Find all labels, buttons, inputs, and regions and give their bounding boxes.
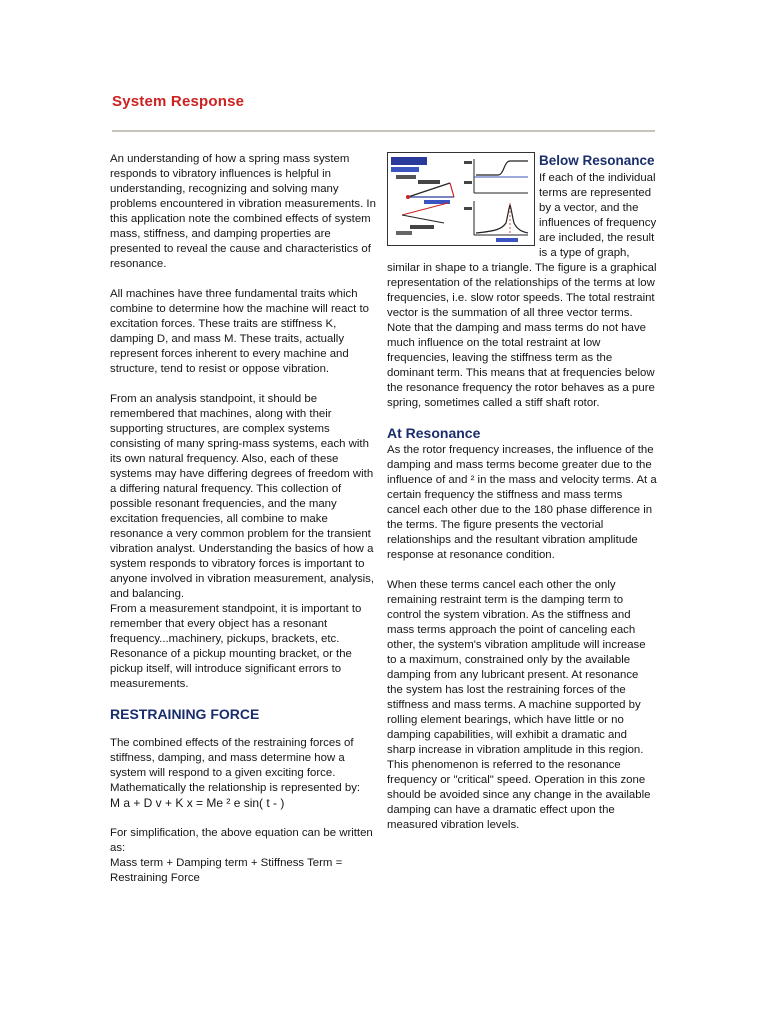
simplification-paragraph: For simplification, the above equation can be written as: — [110, 827, 373, 854]
right-column — [387, 152, 657, 848]
figure-label-block — [496, 238, 518, 242]
figure-label-block — [410, 225, 434, 229]
left-column — [110, 152, 382, 901]
restraining-force-heading: RESTRAINING FORCE — [110, 706, 260, 722]
vector-line — [402, 203, 448, 215]
measurement-paragraph: From a measurement standpoint, it is important to remember that every object has a resonant frequency...machinery, pickups, brackets, etc. Resonance of a pickup mounting bracket, or the pickup itself, will introduce significant errors to measurements. — [110, 603, 362, 690]
analysis-paragraph: From an analysis standpoint, it should be remembered that machines, along with their supporting structures, are complex systems consisting of many spring-mass systems, each with its own natural frequency. Also, each of these systems may have differing degrees of freedom with a differing natural frequency. This collection of possible resonant frequencies, and the many excitation frequencies, all combine to make resonance a very common problem for the transient vibration analyst. Understanding the basics of how a system responds to vibratory forces is important to anyone involved in vibration measurement, analysis, and balancing. — [110, 393, 375, 600]
restraining-paragraph: The combined effects of the restraining forces of stiffness, damping, and mass determine how a system will respond to a given exciting force. Mathematically the relationship is represented by: — [110, 737, 361, 794]
vector-response-diagram — [388, 153, 534, 245]
intro-paragraph: An understanding of how a spring mass system responds to vibratory influences is helpful in understanding, recognizing and solving many problems encountered in vibration measurements. In this application note the combined effects of system mass, stiffness, and damping properties are presented to reveal the cause and characteristics of resonance. — [110, 153, 376, 270]
amplitude-curve — [476, 205, 528, 233]
at-resonance-heading: At Resonance — [387, 425, 481, 441]
below-resonance-paragraph: If each of the individual terms are represented by a vector, and the influences of frequency are included, the result is a type of graph, similar in shape to a triangle. The figure is a graphical representation of the relationships of the terms at low frequencies, i.e. slow rotor speeds. The total restraint vector is the summation of all three vector terms. Note that the damping and mass terms do not have much influence on the total restraint at low frequencies, leaving the stiffness term as the dominant term. This means that at frequencies below the resonance frequency the rotor behaves as a pure spring, sometimes called a stiff shaft rotor. — [387, 172, 657, 409]
equation: M a + D v + K x = Me ² e sin( t - ) — [110, 796, 285, 810]
vector-origin — [406, 195, 410, 199]
vector-line — [408, 183, 450, 197]
vector-line — [402, 215, 444, 223]
page-title: System Response — [112, 93, 245, 110]
figure-label-block — [464, 207, 472, 210]
resonance-figure — [387, 152, 535, 246]
figure-label-block — [391, 157, 427, 165]
phase-curve — [476, 161, 528, 175]
at-resonance-paragraph: As the rotor frequency increases, the influence of the damping and mass terms become greater due to the influence of and ² in the mass and velocity terms. At a certain frequency the stiffness and mass terms cancel each other due to the 180 phase difference in the terms. The figure presents the vectorial relationships and the resultant vibration amplitude response at resonance condition. — [387, 444, 657, 561]
below-resonance-heading: Below Resonance — [539, 153, 655, 168]
figure-label-block — [464, 161, 472, 164]
damping-paragraph: When these terms cancel each other the only remaining restraint term is the damping term to control the system vibration. As the stiffness and mass terms approach the point of canceling each other, the system's vibration amplitude will increase to a maximum, constrained only by the available damping from any lubricant present. At resonance the system has lost the restraining forces of the stiffness and mass terms. A machine supported by rolling element bearings, which have little or no damping capabilities, will exhibit a dramatic and sharp increase in vibration amplitude in this region. This phenomenon is referred to the resonance frequency or "critical" speed. Operation in this zone should be avoided since any change in the available damping can have a dramatic effect upon the measured vibration levels. — [387, 579, 651, 831]
figure-label-block — [418, 180, 440, 184]
simplified-equation: Mass term + Damping term + Stiffness Term = Restraining Force — [110, 857, 343, 884]
figure-label-block — [464, 181, 472, 184]
figure-label-block — [391, 167, 419, 172]
title-divider — [112, 130, 655, 132]
figure-label-block — [396, 231, 412, 235]
traits-paragraph: All machines have three fundamental traits which combine to determine how the machine will react to excitation forces. These traits are stiffness K, damping D, and mass M. These traits, actually represent forces inherent to every machine and structure, tend to resist or oppose vibration. — [110, 288, 369, 375]
figure-label-block — [396, 175, 416, 179]
vector-line — [450, 183, 454, 197]
